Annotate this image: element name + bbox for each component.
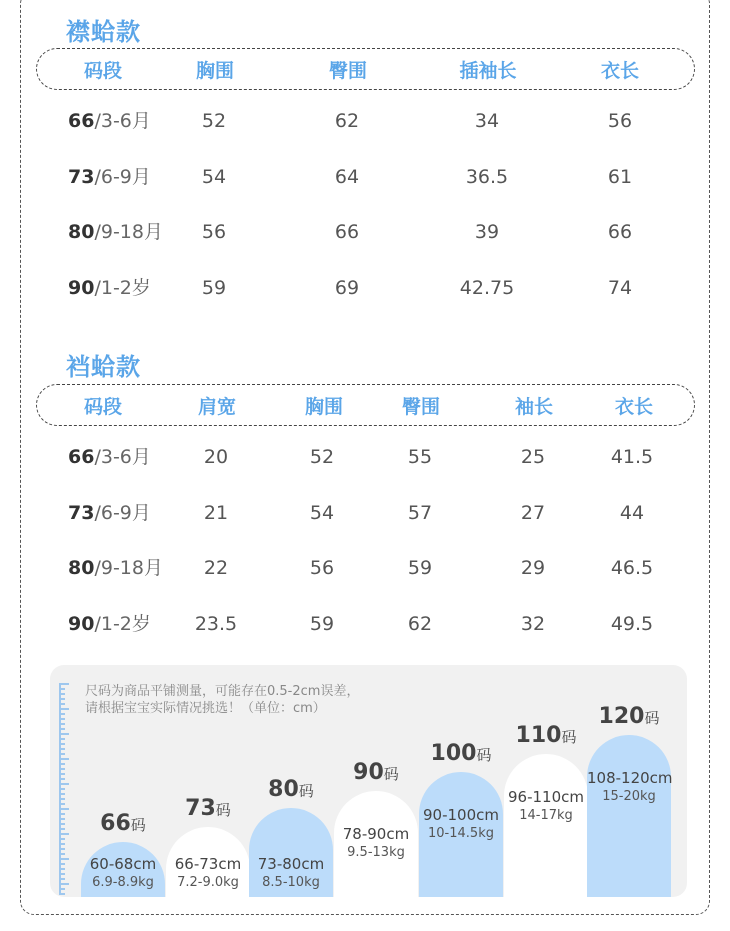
size-label <box>249 777 333 802</box>
weight-range: 8.5-10kg <box>262 875 320 890</box>
section-title-2: 裆蛤款 <box>66 353 141 381</box>
ruler-tick <box>59 728 65 730</box>
ruler-tick <box>59 718 65 720</box>
table-cell: 22 <box>203 557 229 579</box>
ruler-tick <box>59 868 65 870</box>
age-range: /3-6月 <box>94 446 151 468</box>
size-label <box>166 796 250 821</box>
ruler-tick <box>59 778 65 780</box>
size-label-unit: 码 <box>215 801 231 819</box>
weight-range: 15-20kg <box>602 789 656 804</box>
header-cell: 臀围 <box>328 59 368 82</box>
size-arch <box>249 808 333 897</box>
ruler-tick <box>59 683 69 685</box>
size-cell <box>68 609 151 639</box>
ruler-tick <box>59 828 65 830</box>
ruler-tick <box>59 833 69 835</box>
ruler-tick <box>59 808 69 810</box>
size-label-number: 120 <box>598 704 645 729</box>
ruler-icon <box>59 683 71 893</box>
table-row <box>0 442 730 472</box>
ruler-tick <box>59 893 65 895</box>
note-line: 尺码为商品平铺测量，可能存在0.5-2cm误差， <box>85 684 360 699</box>
size-number: 73 <box>68 165 95 188</box>
size-column <box>504 665 588 897</box>
size-arch <box>334 791 418 897</box>
header-cell: 衣长 <box>600 59 640 82</box>
size-cell <box>68 162 151 192</box>
table-cell: 66 <box>334 221 360 243</box>
ruler-tick <box>59 838 65 840</box>
size-arch <box>166 827 250 897</box>
size-cell <box>68 106 151 136</box>
table-row <box>0 609 730 639</box>
size-label <box>334 760 418 785</box>
table-row <box>0 162 730 192</box>
table-cell: 21 <box>203 501 229 524</box>
age-range: /6-9月 <box>94 501 151 524</box>
table-header-1 <box>36 48 695 90</box>
header-cell: 臀围 <box>401 395 441 418</box>
ruler-tick <box>59 793 65 795</box>
ruler-tick <box>59 748 65 750</box>
size-guide-panel <box>50 665 687 897</box>
table-cell: 74 <box>607 276 633 299</box>
size-arch <box>587 735 671 897</box>
table-cell: 62 <box>334 110 360 132</box>
ruler-tick <box>59 798 65 800</box>
height-range: 96-110cm <box>508 788 584 806</box>
size-arch <box>504 754 588 897</box>
size-label <box>81 811 165 836</box>
age-range: /6-9月 <box>94 165 151 188</box>
size-column <box>249 665 333 897</box>
height-range: 108-120cm <box>587 769 673 787</box>
size-label-number: 110 <box>515 723 562 748</box>
table-row <box>0 106 730 136</box>
size-label-unit: 码 <box>644 709 660 727</box>
ruler-tick <box>59 693 65 695</box>
ruler-tick <box>59 843 65 845</box>
weight-range: 7.2-9.0kg <box>177 875 239 890</box>
size-number: 90 <box>68 612 95 635</box>
table-cell: 54 <box>201 165 227 188</box>
size-label-number: 100 <box>430 741 477 766</box>
table-cell: 20 <box>203 446 229 468</box>
ruler-tick <box>59 753 65 755</box>
height-range: 78-90cm <box>342 825 410 843</box>
table-cell: 29 <box>520 557 546 579</box>
size-column <box>419 665 503 897</box>
table-row <box>0 273 730 303</box>
age-range: /3-6月 <box>94 110 151 132</box>
ruler-tick <box>59 763 65 765</box>
table-cell: 34 <box>474 110 500 132</box>
table-cell: 32 <box>520 612 546 635</box>
table-cell: 56 <box>607 110 633 132</box>
age-range: /1-2岁 <box>94 276 151 299</box>
size-label <box>504 723 588 748</box>
size-number: 66 <box>68 110 95 132</box>
size-label <box>419 741 503 766</box>
size-number: 80 <box>68 221 95 243</box>
size-label <box>587 704 671 729</box>
ruler-tick <box>59 733 69 735</box>
table-cell: 52 <box>201 110 227 132</box>
ruler-tick <box>59 803 65 805</box>
size-label-number: 80 <box>268 777 299 802</box>
size-label-number: 90 <box>353 760 384 785</box>
table-cell: 42.75 <box>459 276 515 299</box>
header-cell: 肩宽 <box>197 395 237 418</box>
size-label-unit: 码 <box>298 782 314 800</box>
table-cell: 36.5 <box>465 165 509 188</box>
ruler-tick <box>59 888 65 890</box>
table-cell: 56 <box>201 221 227 243</box>
size-number: 73 <box>68 501 95 524</box>
table-cell: 62 <box>407 612 433 635</box>
header-cell: 衣长 <box>614 395 654 418</box>
table-cell: 56 <box>309 557 335 579</box>
ruler-tick <box>59 788 65 790</box>
size-column <box>81 665 165 897</box>
table-cell: 55 <box>407 446 433 468</box>
header-cell: 码段 <box>83 59 123 82</box>
size-label-number: 66 <box>100 811 131 836</box>
ruler-tick <box>59 688 65 690</box>
ruler-tick <box>59 708 69 710</box>
height-range: 66-73cm <box>174 855 242 873</box>
ruler-tick <box>59 738 65 740</box>
table-cell: 69 <box>334 276 360 299</box>
table-row <box>0 217 730 247</box>
ruler-tick <box>59 758 69 760</box>
table-row <box>0 498 730 528</box>
ruler-tick <box>59 823 65 825</box>
table-cell: 39 <box>474 221 500 243</box>
size-number: 80 <box>68 557 95 579</box>
size-label-unit: 码 <box>383 765 399 783</box>
size-arch <box>81 842 165 897</box>
size-cell <box>68 442 151 472</box>
ruler-tick <box>59 863 65 865</box>
size-number: 66 <box>68 446 95 468</box>
ruler-tick <box>59 768 65 770</box>
ruler-tick <box>59 773 65 775</box>
table-cell: 46.5 <box>610 557 654 579</box>
table-cell: 57 <box>407 501 433 524</box>
size-column <box>334 665 418 897</box>
ruler-tick <box>59 813 65 815</box>
ruler-tick <box>59 783 69 785</box>
size-number: 90 <box>68 276 95 299</box>
size-arch <box>419 772 503 897</box>
weight-range: 10-14.5kg <box>428 826 494 841</box>
ruler-tick <box>59 873 65 875</box>
size-label-unit: 码 <box>130 816 146 834</box>
height-range: 90-100cm <box>423 806 499 824</box>
size-column <box>587 665 671 897</box>
table-cell: 59 <box>201 276 227 299</box>
ruler-tick <box>59 743 65 745</box>
table-cell: 54 <box>309 501 335 524</box>
age-range: /9-18月 <box>94 557 163 579</box>
note-line: 请根据宝宝实际情况挑选！（单位：cm） <box>85 701 326 716</box>
size-column <box>166 665 250 897</box>
ruler-tick <box>59 818 65 820</box>
table-cell: 27 <box>520 501 546 524</box>
size-label-number: 73 <box>185 796 216 821</box>
header-cell: 插袖长 <box>459 59 517 82</box>
table-row <box>0 553 730 583</box>
table-header-2 <box>36 384 695 426</box>
table-cell: 25 <box>520 446 546 468</box>
height-range: 60-68cm <box>89 855 157 873</box>
table-cell: 52 <box>309 446 335 468</box>
size-cell <box>68 553 163 583</box>
ruler-tick <box>59 723 65 725</box>
table-cell: 66 <box>607 221 633 243</box>
table-cell: 49.5 <box>610 612 654 635</box>
ruler-tick <box>59 703 65 705</box>
header-cell: 胸围 <box>304 395 344 418</box>
ruler-tick <box>59 853 65 855</box>
size-cell <box>68 217 163 247</box>
ruler-tick <box>59 858 69 860</box>
size-cell <box>68 498 151 528</box>
age-range: /9-18月 <box>94 221 163 243</box>
size-cell <box>68 273 151 303</box>
size-label-unit: 码 <box>561 728 577 746</box>
header-cell: 袖长 <box>514 395 554 418</box>
ruler-tick <box>59 878 65 880</box>
weight-range: 9.5-13kg <box>347 845 405 860</box>
size-label-unit: 码 <box>476 746 492 764</box>
ruler-tick <box>59 848 65 850</box>
table-cell: 59 <box>407 557 433 579</box>
table-cell: 59 <box>309 612 335 635</box>
weight-range: 14-17kg <box>519 808 573 823</box>
section-title-1: 襟蛤款 <box>66 18 141 46</box>
age-range: /1-2岁 <box>94 612 151 635</box>
table-cell: 44 <box>619 501 645 524</box>
ruler-tick <box>59 883 69 885</box>
weight-range: 6.9-8.9kg <box>92 875 154 890</box>
table-cell: 23.5 <box>194 612 238 635</box>
header-cell: 胸围 <box>195 59 235 82</box>
height-range: 73-80cm <box>257 855 325 873</box>
table-cell: 41.5 <box>610 446 654 468</box>
table-cell: 64 <box>334 165 360 188</box>
table-cell: 61 <box>607 165 633 188</box>
ruler-tick <box>59 713 65 715</box>
ruler-tick <box>59 698 65 700</box>
header-cell: 码段 <box>83 395 123 418</box>
